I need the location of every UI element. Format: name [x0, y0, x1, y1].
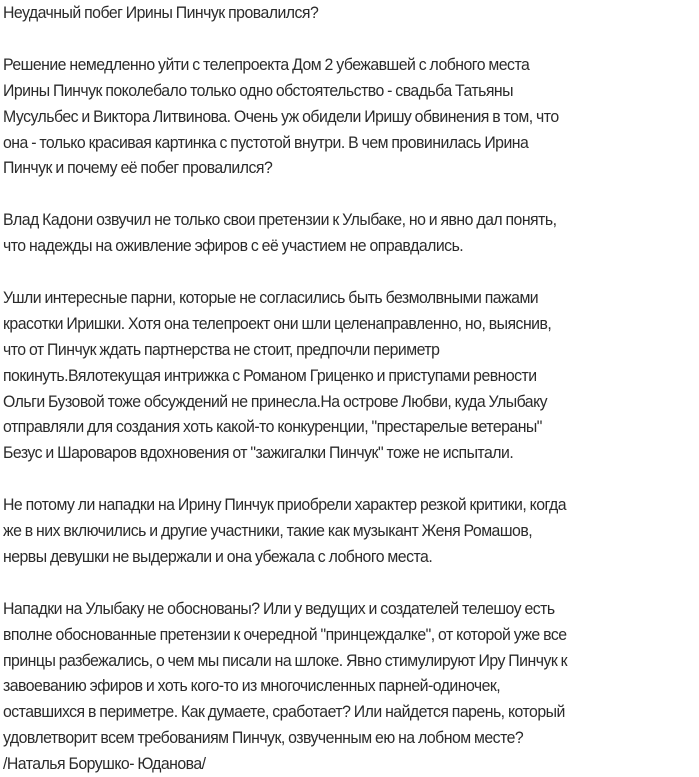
paragraph-line: красотки Иришки. Хотя она телепроект они шли целенаправленно, но, выяснив,	[3, 313, 552, 333]
paragraph-gap	[3, 570, 662, 596]
paragraph-gap	[3, 259, 662, 285]
paragraph-line: вполне обоснованные претензии к очередной "принцеждалке", от которой уже все	[3, 624, 567, 644]
paragraph-line: Ирины Пинчук поколебало только одно обстоятельство - свадьба Татьяны	[3, 80, 514, 100]
paragraph-gap	[3, 466, 662, 492]
paragraph-line: же в них включились и другие участники, такие как музыкант Женя Ромашов,	[3, 521, 533, 541]
paragraph-line: Не потому ли нападки на Ирину Пинчук приобрели характер резкой критики, когда	[3, 495, 567, 515]
article	[3, 0, 662, 777]
paragraph-line: покинуть.Вялотекущая интрижка с Романом Гриценко и приступами ревности	[3, 365, 537, 385]
paragraph-line: Безус и Шароваров вдохновения от "зажигалки Пинчук" тоже не испытали.	[3, 443, 514, 463]
paragraph-line: Ушли интересные парни, которые не согласились быть безмолвными пажами	[3, 287, 539, 307]
paragraph-line: отправляли для создания хоть какой-то конкуренции, "престарелые ветераны"	[3, 417, 542, 437]
paragraph-line: принцы разбежались, о чем мы писали на шлоке. Явно стимулируют Иру Пинчук к	[3, 650, 568, 670]
paragraph-line: что от Пинчук ждать партнерства не стоит, предпочли периметр	[3, 339, 440, 359]
article-title: Неудачный побег Ирины Пинчук провалился?	[3, 3, 319, 22]
author-signature: /Наталья Борушко- Юданова/	[3, 754, 206, 774]
paragraph-3	[3, 285, 662, 466]
paragraph-line: Пинчук и почему её побег провалился?	[3, 158, 273, 178]
paragraph-line: Мусульбес и Виктора Литвинова. Очень уж обидели Иришу обвинения в том, что	[3, 106, 559, 126]
paragraph-line: Решение немедленно уйти с телепроекта Дом 2 убежавшей с лобного места	[3, 54, 530, 74]
paragraph-5	[3, 596, 662, 777]
paragraph-line: Влад Кадони озвучил не только свои претензии к Улыбаке, но и явно дал понять,	[3, 210, 557, 230]
paragraph-gap	[3, 181, 662, 207]
paragraph-gap	[3, 26, 662, 52]
paragraph-line: удовлетворит всем требованиям Пинчук, озвученным ею на лобном месте?	[3, 728, 524, 748]
paragraph-4	[3, 492, 662, 570]
paragraph-line: Нападки на Улыбаку не обоснованы? Или у ведущих и создателей телешоу есть	[3, 598, 555, 618]
paragraph-1	[3, 52, 662, 182]
paragraph-line: она - только красивая картинка с пустотой внутри. В чем провинилась Ирина	[3, 132, 529, 152]
paragraph-line: оставшихся в периметре. Как думаете, сработает? Или найдется парень, который	[3, 702, 565, 722]
paragraph-2	[3, 207, 662, 259]
paragraph-line: Ольги Бузовой тоже обсуждений не принесла.На острове Любви, куда Улыбаку	[3, 391, 548, 411]
paragraph-line: что надежды на оживление эфиров с её участием не оправдались.	[3, 236, 464, 256]
paragraph-line: нервы девушки не выдержали и она убежала с лобного места.	[3, 546, 433, 566]
paragraph-line: завоеванию эфиров и хоть кого-то из многочисленных парней-одиночек,	[3, 676, 501, 696]
